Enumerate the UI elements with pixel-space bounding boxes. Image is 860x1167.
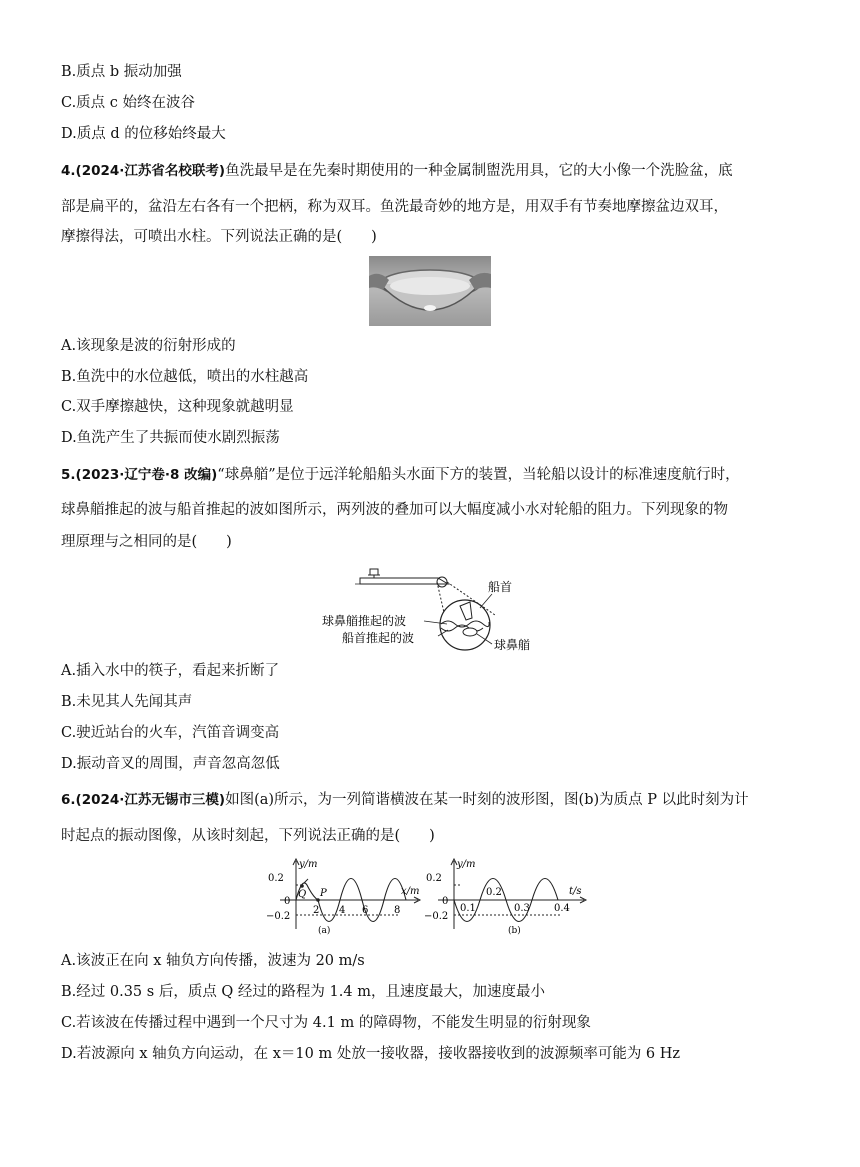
option-b-q3: B.质点 b 振动加强 bbox=[61, 64, 182, 80]
label-bulb: 球鼻艏 bbox=[494, 638, 531, 652]
graph-a-label-q: Q bbox=[298, 889, 307, 900]
q4-line-3: 摩擦得法，可喷出水柱。下列说法正确的是( ) bbox=[61, 229, 377, 245]
graph-b-ytick-1: 0 bbox=[442, 896, 449, 907]
graph-b-xtick-0: 0.1 bbox=[460, 903, 476, 914]
graph-a-caption: (a) bbox=[318, 926, 331, 936]
graph-b-xtick-2: 0.3 bbox=[514, 903, 530, 914]
q5-option-c: C.驶近站台的火车，汽笛音调变高 bbox=[61, 725, 280, 741]
q4-source: 4.(2024·江苏省名校联考) bbox=[61, 163, 226, 179]
q5-option-b: B.未见其人先闻其声 bbox=[61, 694, 193, 710]
q5-line-1 bbox=[61, 465, 740, 485]
q4-option-c: C.双手摩擦越快，这种现象就越明显 bbox=[61, 399, 294, 415]
graph-b-xtick-1: 0.2 bbox=[486, 887, 502, 898]
q5-option-a: A.插入水中的筷子，看起来折断了 bbox=[61, 663, 280, 679]
label-bulb-wave: 球鼻艏推起的波 bbox=[322, 614, 407, 628]
q5-text-1: “球鼻艏”是位于远洋轮船船头水面下方的装置，当轮船以设计的标准速度航行时， bbox=[217, 467, 740, 483]
graph-a-xaxis: x/m bbox=[401, 886, 420, 897]
q4-option-d: D.鱼洗产生了共振而使水剧烈振荡 bbox=[61, 430, 280, 446]
q4-option-b: B.鱼洗中的水位越低，喷出的水柱越高 bbox=[61, 369, 309, 385]
graph-a-yaxis: y/m bbox=[299, 859, 318, 870]
q6-option-b: B.经过 0.35 s 后，质点 Q 经过的路程为 1.4 m，且速度最大，加速度最小 bbox=[61, 984, 545, 1000]
label-bow-wave: 船首推起的波 bbox=[342, 631, 415, 645]
graph-b-xtick-3: 0.4 bbox=[554, 903, 570, 914]
q5-line-2: 球鼻艏推起的波与船首推起的波如图所示，两列波的叠加可以大幅度减小水对轮船的阻力。下列现象的物 bbox=[61, 502, 728, 518]
graph-b-xaxis: t/s bbox=[569, 886, 582, 897]
q4-line-1 bbox=[61, 161, 733, 181]
q4-line-2: 部是扁平的，盆沿左右各有一个把柄，称为双耳。鱼洗最奇妙的地方是，用双手有节奏地摩擦盆边双耳， bbox=[61, 199, 728, 215]
option-d-q3: D.质点 d 的位移始终最大 bbox=[61, 126, 226, 142]
graph-b-caption: (b) bbox=[508, 926, 521, 936]
option-c-q3: C.质点 c 始终在波谷 bbox=[61, 95, 196, 111]
q6-option-d: D.若波源向 x 轴负方向运动，在 x＝10 m 处放一接收器，接收器接收到的波源频率可能为 6 Hz bbox=[61, 1046, 681, 1062]
q6-text-1: 如图(a)所示，为一列简谐横波在某一时刻的波形图，图(b)为质点 P 以此时刻为计 bbox=[225, 792, 749, 808]
graph-a-xtick-2: 6 bbox=[362, 905, 369, 916]
label-bow: 船首 bbox=[488, 580, 513, 594]
graph-b-yaxis: y/m bbox=[457, 859, 476, 870]
q6-option-a: A.该波正在向 x 轴负方向传播，波速为 20 m/s bbox=[61, 953, 365, 969]
q6-source: 6.(2024·江苏无锡市三模) bbox=[61, 792, 226, 808]
q5-source: 5.(2023·辽宁卷·8 改编) bbox=[61, 467, 218, 483]
q5-option-d: D.振动音叉的周围，声音忽高忽低 bbox=[61, 756, 280, 772]
graph-b-ytick-2: −0.2 bbox=[424, 911, 449, 922]
wave-graph-a bbox=[266, 857, 426, 937]
graph-b-ytick-0: 0.2 bbox=[426, 873, 442, 884]
graph-a-xtick-1: 4 bbox=[339, 905, 346, 916]
q6-line-1 bbox=[61, 790, 749, 810]
graph-a-xtick-3: 8 bbox=[394, 905, 401, 916]
fish-basin-photo bbox=[369, 256, 491, 326]
graph-a-label-p: P bbox=[320, 888, 327, 899]
graph-a-ytick-0: 0.2 bbox=[268, 873, 284, 884]
q4-text-1: 鱼洗最早是在先秦时期使用的一种金属制盥洗用具，它的大小像一个洗脸盆，底 bbox=[225, 163, 733, 179]
q4-option-a: A.该现象是波的衍射形成的 bbox=[61, 338, 236, 354]
graph-a-ytick-1: 0 bbox=[284, 896, 291, 907]
graph-a-xtick-0: 2 bbox=[313, 905, 320, 916]
q5-line-3: 理原理与之相同的是( ) bbox=[61, 534, 232, 550]
q6-option-c: C.若该波在传播过程中遇到一个尺寸为 4.1 m 的障碍物，不能发生明显的衍射现象 bbox=[61, 1015, 591, 1031]
q6-line-2: 时起点的振动图像，从该时刻起，下列说法正确的是( ) bbox=[61, 828, 435, 844]
ship-diagram bbox=[320, 560, 545, 655]
vibration-graph-b bbox=[424, 857, 589, 937]
graph-a-ytick-2: −0.2 bbox=[266, 911, 291, 922]
